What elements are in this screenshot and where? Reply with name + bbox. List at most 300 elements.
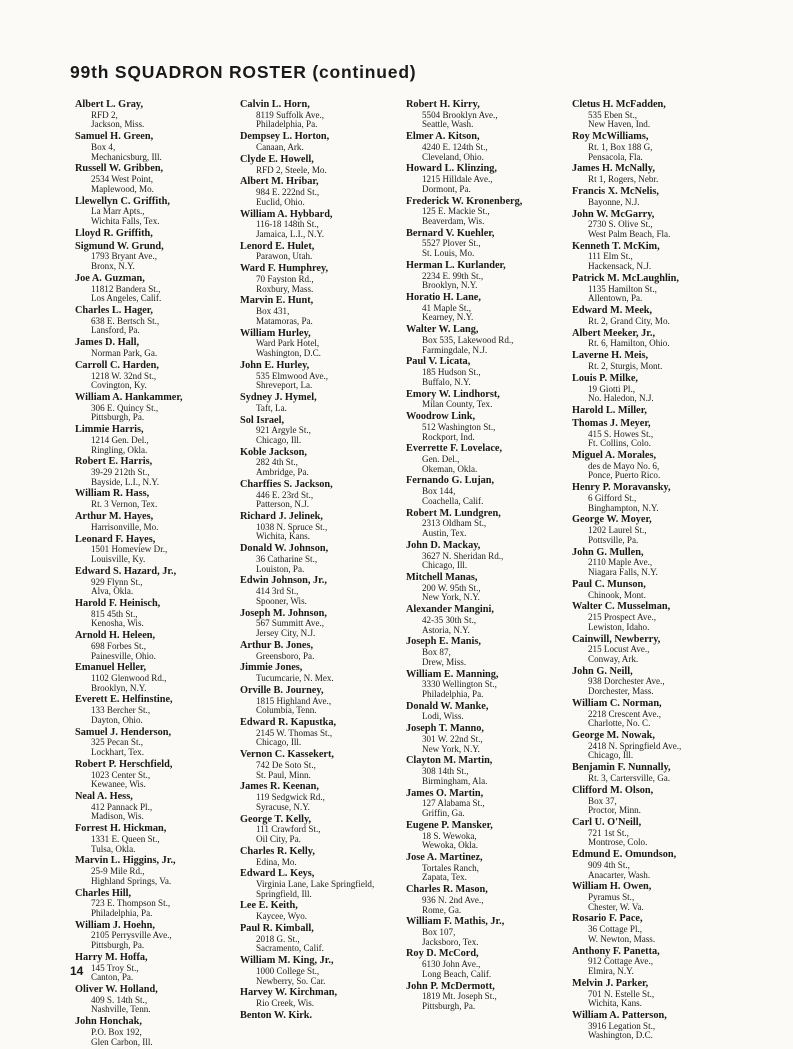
address-line: Matamoras, Pa. [256, 315, 313, 326]
address-line: 36 Catharine St., [256, 554, 318, 564]
address-line: Brooklyn, N.Y. [422, 280, 478, 291]
address-line: Beaverdam, Wis. [422, 215, 485, 226]
roster-entry [406, 789, 522, 819]
address-line: Rt 1, Rogers, Nebr. [588, 174, 659, 185]
roster-entry [406, 917, 522, 947]
roster-entry [75, 921, 183, 951]
roster-entry [406, 605, 522, 635]
address-line: 984 E. 222nd St., [256, 187, 320, 198]
address-line: Tulsa, Okla. [91, 843, 136, 854]
member-name: Walter C. Musselman, [572, 601, 671, 613]
member-name: Koble Jackson, [240, 446, 307, 458]
member-name: Edwin Johnson, Jr., [240, 575, 327, 587]
roster-entry [406, 325, 522, 355]
member-name: Donald W. Manke, [406, 700, 489, 712]
roster-entry [75, 856, 183, 886]
member-name: Harold F. Heinisch, [75, 597, 161, 609]
member-name: Samuel H. Green, [75, 131, 154, 143]
member-name: Jose A. Martinez, [406, 851, 483, 863]
address-line: Bronx, N.Y. [91, 261, 135, 272]
address-line: 215 Locust Ave., [588, 644, 650, 655]
roster-entry [75, 985, 183, 1015]
member-name: William J. Hoehn, [75, 919, 155, 931]
roster-entry [572, 699, 681, 729]
address-line: Washington, D.C. [588, 1030, 653, 1041]
address-line: Lodi, Wiss. [422, 711, 464, 722]
roster-entry [572, 763, 681, 783]
address-line: Coachella, Calif. [422, 495, 484, 506]
address-line: 41 Maple St., [422, 302, 472, 313]
roster-entry [240, 544, 374, 574]
address-line: Lansford, Pa. [91, 325, 140, 336]
roster-entry [572, 602, 681, 632]
member-name: Melvin J. Parker, [572, 977, 649, 989]
address-line: 215 Prospect Ave., [588, 612, 657, 623]
address-line: 1218 W. 32nd St., [91, 370, 157, 381]
address-line: Box 107, [422, 927, 456, 938]
address-line: 70 Fayston Rd., [256, 274, 314, 285]
member-name: Oliver W. Holland, [75, 984, 158, 996]
member-name: Charles L. Hager, [75, 305, 153, 317]
address-line: 909 4th St., [588, 859, 630, 870]
member-name: Forrest H. Hickman, [75, 823, 167, 835]
roster-entry [406, 853, 522, 883]
address-line: 116-18 148th St., [256, 219, 319, 230]
roster-entry [75, 663, 183, 693]
roster-entry [572, 274, 681, 304]
address-line: 1038 N. Spruce St., [256, 521, 328, 532]
member-name: Thomas J. Meyer, [572, 417, 651, 429]
roster-entry [406, 100, 522, 130]
roster-entry [240, 480, 374, 510]
address-line: 1819 Mt. Joseph St., [422, 991, 497, 1002]
member-name: Joseph M. Johnson, [240, 607, 327, 619]
roster-entry [572, 419, 681, 449]
member-name: Joseph T. Manno, [406, 723, 485, 735]
member-name: Kenneth T. McKim, [572, 240, 660, 252]
member-name: James O. Martin, [406, 787, 484, 799]
address-line: Box 431, [256, 306, 290, 317]
address-line: Mechanicsburg, Ill. [91, 151, 162, 162]
roster-entry [240, 924, 374, 954]
member-name: Horatio H. Lane, [406, 292, 481, 304]
member-name: Rosario F. Pace, [572, 913, 643, 925]
roster-entry [572, 329, 681, 349]
roster-entry [572, 164, 681, 184]
member-name: Benjamin F. Nunnally, [572, 762, 671, 774]
address-line: RFD 2, Steele, Mo. [256, 164, 327, 175]
address-line: Jersey City, N.J. [256, 627, 316, 638]
roster-entry [406, 509, 522, 539]
roster-entry [572, 979, 681, 1009]
member-name: Harry M. Hoffa, [75, 951, 148, 963]
address-line: 2234 E. 99th St., [422, 270, 484, 281]
roster-entry [75, 242, 183, 272]
address-line: Rt. 6, Hamilton, Ohio. [588, 338, 670, 349]
roster-entry [406, 637, 522, 667]
roster-entry [240, 663, 374, 683]
address-line: 1023 Center St., [91, 769, 151, 780]
roster-entry [572, 635, 681, 665]
address-line: Long Beach, Calif. [422, 968, 492, 979]
address-line: Springfield, Ill. [256, 888, 312, 899]
address-line: Rt. 3 Vernon, Tex. [91, 499, 158, 510]
address-line: 18 S. Wewoka, [422, 830, 477, 841]
address-line: Wichita, Kans. [588, 998, 642, 1009]
address-line: Greensboro, Pa. [256, 650, 315, 661]
address-line: Box 144, [422, 486, 456, 497]
roster-entry [406, 885, 522, 915]
roster-entry [240, 361, 374, 391]
page-number: 14 [70, 964, 84, 978]
roster-entry [572, 374, 681, 404]
member-name: Robert E. Harris, [75, 456, 153, 468]
member-name: Joe A. Guzman, [75, 272, 145, 284]
address-line: 2730 S. Olive St., [588, 219, 653, 230]
address-line: Rio Creek, Wis. [256, 998, 315, 1009]
address-line: Maplewood, Mo. [91, 183, 154, 194]
address-line: 301 W. 22nd St., [422, 734, 483, 745]
address-line: 5504 Brooklyn Ave., [422, 109, 498, 120]
address-line: Chicago, Ill. [422, 560, 468, 571]
address-line: 2105 Perrysville Ave., [91, 930, 172, 941]
member-name: William F. Mathis, Jr., [406, 916, 505, 928]
address-line: 308 14th St., [422, 766, 469, 777]
address-line: 638 E. Bertsch St., [91, 315, 160, 326]
member-name: William H. Owen, [572, 881, 652, 893]
member-name: Elmer A. Kitson, [406, 131, 480, 143]
member-name: George W. Moyer, [572, 514, 652, 526]
address-line: 19 Giotti Pl., [588, 383, 635, 394]
address-line: Milan County, Tex. [422, 399, 493, 410]
member-name: Paul R. Kimball, [240, 923, 314, 935]
member-name: Albert L. Gray, [75, 99, 144, 110]
roster-entry [572, 1011, 681, 1041]
address-line: 1202 Laurel St., [588, 525, 647, 536]
roster-entry [75, 792, 183, 822]
roster-entry [75, 728, 183, 758]
roster-entry [406, 756, 522, 786]
address-line: Shreveport, La. [256, 380, 313, 391]
member-name: Walter W. Lang, [406, 324, 479, 336]
address-line: Covington, Ky. [91, 380, 147, 391]
roster-entry [572, 351, 681, 371]
address-line: Austin, Tex. [422, 528, 467, 539]
member-name: Emanuel Heller, [75, 662, 147, 674]
roster-entry [75, 306, 183, 336]
member-name: Louis P. Milke, [572, 372, 638, 384]
roster-entry [240, 1011, 374, 1022]
member-name: Albert M. Hribar, [240, 176, 319, 188]
member-name: Cletus H. McFadden, [572, 99, 666, 110]
roster-entry [240, 869, 374, 899]
member-name: Arthur B. Jones, [240, 639, 314, 651]
roster-entry [240, 988, 374, 1008]
address-line: Lewiston, Idaho. [588, 621, 650, 632]
address-line: Box 535, Lakewood Rd., [422, 335, 514, 345]
roster-entry [240, 512, 374, 542]
address-line: 3627 N. Sheridan Rd., [422, 550, 504, 561]
roster-entry [75, 100, 183, 130]
address-line: Astoria, N.Y. [422, 624, 470, 635]
member-name: George M. Nowak, [572, 730, 655, 742]
roster-entry [406, 724, 522, 754]
address-line: 8119 Suffolk Ave., [256, 109, 325, 120]
roster-entry [75, 1017, 183, 1047]
roster-entry [572, 483, 681, 513]
member-name: Bernard V. Kuehler, [406, 227, 495, 239]
address-line: 1135 Hamilton St., [588, 283, 657, 294]
roster-column-3 [406, 100, 522, 1014]
address-line: Louiston, Pa. [256, 563, 305, 574]
address-line: Box 37, [588, 795, 617, 806]
address-line: Pittsburgh, Pa. [91, 940, 145, 951]
member-name: Charles R. Kelly, [240, 845, 315, 857]
address-line: Anacarter, Wash. [588, 869, 651, 880]
address-line: 145 Troy St., [91, 962, 139, 973]
member-name: Edward R. Kapustka, [240, 717, 337, 729]
member-name: Anthony F. Panetta, [572, 945, 660, 957]
address-line: Parawon, Utah. [256, 251, 313, 262]
address-line: 912 Cottage Ave., [588, 956, 653, 967]
member-name: Cainwill, Newberry, [572, 633, 661, 645]
roster-entry [240, 210, 374, 240]
address-line: 6 Gifford St., [588, 493, 637, 504]
address-line: 325 Pecan St., [91, 737, 144, 748]
address-line: Rt. 3, Cartersville, Ga. [588, 773, 671, 783]
address-line: 938 Dorchester Ave., [588, 676, 665, 687]
address-line: Charlotte, No. C. [588, 718, 651, 729]
member-name: William M. King, Jr., [240, 955, 334, 967]
member-name: Dempsey L. Horton, [240, 131, 330, 143]
address-line: 1102 Glenwood Rd., [91, 673, 167, 684]
address-line: Cleveland, Ohio. [422, 151, 484, 162]
address-line: Chicago, Ill. [256, 434, 302, 445]
member-name: Samuel J. Henderson, [75, 726, 172, 738]
address-line: Seattle, Wash. [422, 119, 474, 130]
roster-entry [406, 982, 522, 1012]
member-name: Charles R. Mason, [406, 884, 488, 896]
address-line: Bayside, L.I., N.Y. [91, 476, 160, 487]
address-line: Kenosha, Wis. [91, 618, 144, 629]
roster-entry [240, 155, 374, 175]
member-name: Robert P. Herschfield, [75, 758, 173, 770]
address-line: Ft. Collins, Colo. [588, 438, 651, 449]
address-line: Birmingham, Ala. [422, 775, 488, 786]
address-line: 306 E. Quincy St., [91, 402, 159, 413]
roster-entry [75, 512, 183, 532]
address-line: Pensacola, Fla. [588, 151, 643, 162]
address-line: Rt. 2, Grand City, Mo. [588, 315, 670, 326]
address-line: 415 S. Howes St., [588, 428, 654, 439]
member-name: Clifford M. Olson, [572, 784, 654, 796]
address-line: Spooner, Wis. [256, 595, 307, 606]
member-name: Laverne H. Meis, [572, 350, 649, 362]
address-line: Elmira, N.Y. [588, 966, 634, 977]
address-line: Tortales Ranch, [422, 862, 479, 873]
address-line: Niagara Falls, N.Y. [588, 566, 658, 577]
address-line: 133 Bercher St., [91, 705, 151, 716]
roster-entry [240, 718, 374, 748]
address-line: 3330 Wellington St., [422, 679, 497, 690]
roster-entry [240, 641, 374, 661]
address-line: 567 Summitt Ave., [256, 618, 325, 629]
roster-entry [75, 197, 183, 227]
roster-entry [75, 631, 183, 661]
roster-entry [572, 242, 681, 272]
roster-entry [75, 274, 183, 304]
roster-entry [572, 132, 681, 162]
address-line: Columbia, Tenn. [256, 705, 317, 716]
address-line: Jacksboro, Tex. [422, 936, 479, 947]
member-name: Arthur M. Hayes, [75, 511, 154, 523]
roster-entry [240, 609, 374, 639]
address-line: St. Paul, Minn. [256, 769, 311, 780]
member-name: Richard J. Jelinek, [240, 511, 323, 523]
address-line: Rt. 2, Sturgis, Mont. [588, 360, 663, 371]
member-name: William E. Manning, [406, 668, 499, 680]
roster-entry [240, 782, 374, 812]
address-line: Conway, Ark. [588, 653, 639, 664]
address-line: Jamaica, L.I., N.Y. [256, 228, 325, 239]
roster-entry [406, 541, 522, 571]
address-line: 1215 Hilldale Ave., [422, 174, 493, 185]
address-line: Washington, D.C. [256, 347, 321, 358]
member-name: Alexander Mangini, [406, 604, 494, 616]
roster-entry [75, 425, 183, 455]
member-name: Jimmie Jones, [240, 662, 303, 674]
member-name: Vernon C. Kassekert, [240, 749, 335, 761]
member-name: Fernando G. Lujan, [406, 475, 495, 487]
roster-entry [240, 329, 374, 359]
address-line: RFD 2, [91, 109, 118, 120]
address-line: 1214 Gen. Del., [91, 434, 149, 445]
roster-entry [240, 132, 374, 152]
roster-entry [240, 177, 374, 207]
roster-entry [240, 576, 374, 606]
address-line: Roxbury, Mass. [256, 283, 314, 294]
member-name: Carl U. O'Neill, [572, 816, 642, 828]
member-name: Edmund E. Omundson, [572, 849, 677, 861]
address-line: Lockhart, Tex. [91, 747, 144, 758]
address-line: Rome, Ga. [422, 904, 462, 915]
roster-entry [240, 686, 374, 716]
address-line: 39-29 212th St., [91, 467, 150, 478]
address-line: Box 4, [91, 141, 116, 152]
member-name: Clyde E. Howell, [240, 153, 314, 165]
roster-entry [572, 850, 681, 880]
address-line: Painesville, Ohio. [91, 650, 156, 661]
address-line: Brooklyn, N.Y. [91, 682, 147, 693]
roster-entry [75, 132, 183, 162]
roster-entry [75, 599, 183, 629]
address-line: 2218 Crescent Ave., [588, 708, 662, 719]
member-name: George T. Kelly, [240, 813, 312, 825]
member-name: Edward S. Hazard, Jr., [75, 565, 177, 577]
address-line: Sacramento, Calif. [256, 943, 324, 954]
member-name: Donald W. Johnson, [240, 543, 329, 555]
roster-column-2 [240, 100, 374, 1024]
address-line: Zapata, Tex. [422, 872, 467, 883]
roster-entry [240, 393, 374, 413]
address-line: Wichita, Kans. [256, 531, 310, 542]
address-line: Syracuse, N.Y. [256, 801, 310, 812]
member-name: Harvey W. Kirchman, [240, 987, 338, 999]
address-line: Taft, La. [256, 402, 287, 413]
roster-entry [240, 448, 374, 478]
roster-entry [240, 956, 374, 986]
address-line: W. Newton, Mass. [588, 933, 656, 944]
address-line: Box 87, [422, 647, 451, 658]
member-name: Roy McWilliams, [572, 131, 649, 143]
address-line: Hackensack, N.J. [588, 261, 652, 272]
roster-entry [406, 357, 522, 387]
roster-entry [406, 132, 522, 162]
roster-entry [75, 535, 183, 565]
roster-entry [406, 573, 522, 603]
address-line: 2018 G. St., [256, 933, 300, 944]
roster-entry [240, 416, 374, 446]
address-line: 200 W. 95th St., [422, 582, 481, 593]
address-line: Jackson, Miss. [91, 119, 145, 130]
roster-entry [240, 100, 374, 130]
address-line: 2110 Maple Ave., [588, 557, 653, 568]
address-line: Tucumcarie, N. Mex. [256, 673, 334, 684]
member-name: Patrick M. McLaughlin, [572, 272, 679, 284]
roster-entry [75, 760, 183, 790]
address-line: Montrose, Colo. [588, 837, 648, 848]
member-name: James D. Hall, [75, 337, 140, 349]
address-line: Bayonne, N.J. [588, 196, 640, 207]
member-name: Robert H. Kirry, [406, 99, 480, 110]
roster-entry [572, 882, 681, 912]
address-line: Buffalo, N.Y. [422, 376, 471, 387]
member-name: Herman L. Kurlander, [406, 259, 506, 271]
address-line: P.O. Box 192, [91, 1026, 142, 1037]
address-line: Los Angeles, Calif. [91, 293, 162, 304]
roster-entry [75, 489, 183, 509]
member-name: Orville B. Journey, [240, 684, 324, 696]
member-name: William Hurley, [240, 327, 311, 339]
member-name: Sydney J. Hymel, [240, 391, 317, 403]
member-name: Marvin L. Higgins, Jr., [75, 855, 176, 867]
address-line: 936 N. 2nd Ave., [422, 894, 484, 905]
address-line: New York, N.Y. [422, 592, 480, 603]
member-name: William A. Hankammer, [75, 391, 183, 403]
roster-entry [75, 338, 183, 358]
address-line: 127 Alabama St., [422, 798, 485, 809]
member-name: John Honchak, [75, 1016, 142, 1028]
address-line: Philadelphia, Pa. [256, 119, 318, 130]
roster-entry [406, 949, 522, 979]
address-line: New York, N.Y. [422, 743, 480, 754]
member-name: Paul C. Munson, [572, 578, 646, 590]
roster-entry [75, 457, 183, 487]
member-name: Russell W. Gribben, [75, 163, 164, 175]
address-line: Kewanee, Wis. [91, 779, 146, 790]
roster-entry [406, 702, 522, 722]
address-line: Canaan, Ark. [256, 141, 304, 152]
address-line: 409 S. 14th St., [91, 994, 148, 1005]
member-name: Joseph E. Manis, [406, 636, 481, 648]
address-line: Harrisonville, Mo. [91, 521, 159, 532]
roster-entry [406, 261, 522, 291]
address-line: 723 E. Thompson St., [91, 898, 171, 909]
member-name: Edward M. Meek, [572, 305, 653, 317]
address-line: Ambridge, Pa. [256, 467, 309, 478]
address-line: Chicago, Ill. [588, 750, 634, 761]
address-line: Binghampton, N.Y. [588, 502, 659, 513]
